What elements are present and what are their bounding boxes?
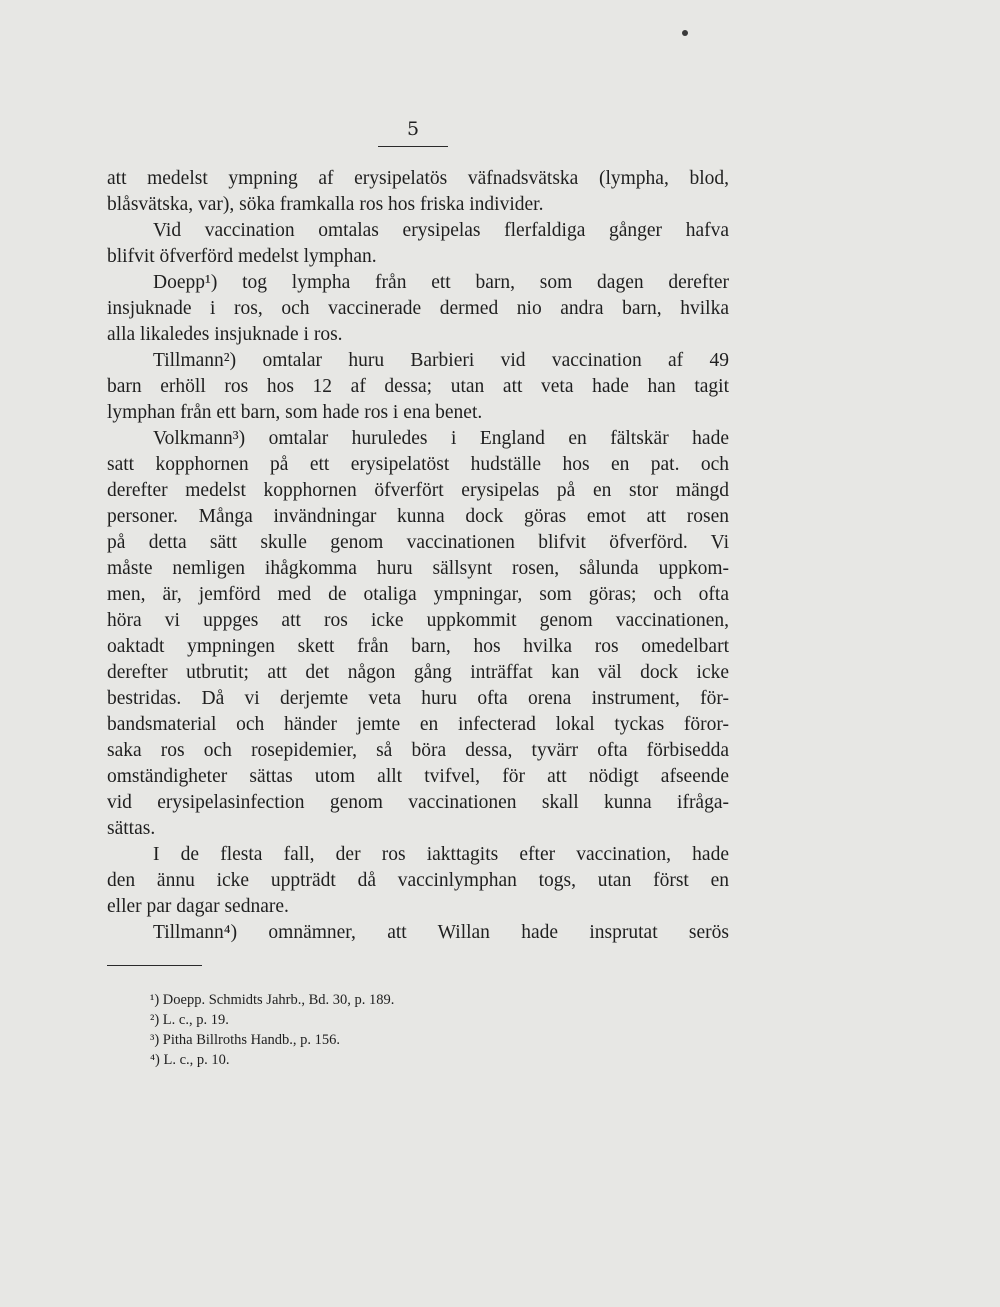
text-line: bestridas. Då vi derjemte veta huru ofta orena instrument, för-: [107, 688, 729, 709]
text-line: bandsmaterial och händer jemte en infecterad lokal tyckas föror-: [107, 714, 729, 735]
text-line: oaktadt ympningen skett från barn, hos hvilka ros omedelbart: [107, 636, 729, 657]
text-line: sättas.: [107, 818, 156, 839]
text-line: personer. Många invändningar kunna dock göras emot att rosen: [107, 506, 729, 527]
text-line: I de flesta fall, der ros iakttagits efter vaccination, hade: [153, 844, 729, 865]
text-line: att medelst ympning af erysipelatös väfnadsvätska (lympha, blod,: [107, 168, 729, 189]
footnote: ⁴) L. c., p. 10.: [150, 1052, 230, 1068]
text-line: insjuknade i ros, och vaccinerade dermed nio andra barn, hvilka: [107, 298, 729, 319]
text-line: barn erhöll ros hos 12 af dessa; utan att veta hade han tagit: [107, 376, 729, 397]
text-line: men, är, jemförd med de otaliga ympningar, som göras; och ofta: [107, 584, 729, 605]
text-line: höra vi uppges att ros icke uppkommit genom vaccinationen,: [107, 610, 729, 631]
text-line: derefter medelst kopphornen öfverfört erysipelas på en stor mängd: [107, 480, 729, 501]
body-text: [107, 166, 729, 946]
footnote: ²) L. c., p. 19.: [150, 1012, 229, 1028]
text-line: vid erysipelasinfection genom vaccinationen skall kunna ifråga-: [107, 792, 729, 813]
text-line: satt kopphornen på ett erysipelatöst hudställe hos en pat. och: [107, 454, 729, 475]
footnote: ³) Pitha Billroths Handb., p. 156.: [150, 1032, 341, 1048]
footnotes: [150, 990, 650, 1070]
text-line: Tillmann⁴) omnämner, att Willan hade insprutat serös: [153, 922, 729, 943]
footnote: ¹) Doepp. Schmidts Jahrb., Bd. 30, p. 189.: [150, 992, 395, 1008]
text-line: på detta sätt skulle genom vaccinationen blifvit öfverförd. Vi: [107, 532, 729, 553]
text-line: blåsvätska, var), söka framkalla ros hos friska individer.: [107, 194, 544, 215]
text-line: eller par dagar sednare.: [107, 896, 289, 917]
text-line: blifvit öfverförd medelst lymphan.: [107, 246, 377, 267]
text-line: Vid vaccination omtalas erysipelas flerfaldiga gånger hafva: [153, 220, 729, 241]
text-line: omständigheter sättas utom allt tvifvel, för att nödigt afseende: [107, 766, 729, 787]
text-line: Tillmann²) omtalar huru Barbieri vid vaccination af 49: [153, 350, 729, 371]
text-line: den ännu icke uppträdt då vaccinlymphan togs, utan först en: [107, 870, 729, 891]
text-line: Volkmann³) omtalar huruledes i England en fältskär hade: [153, 428, 729, 449]
text-line: måste nemligen ihågkomma huru sällsynt rosen, sålunda uppkom-: [107, 558, 729, 579]
paper-speck: [682, 30, 688, 36]
text-line: saka ros och rosepidemier, så böra dessa, tyvärr ofta förbisedda: [107, 740, 729, 761]
page-number: 5: [378, 118, 448, 147]
text-line: Doepp¹) tog lympha från ett barn, som dagen derefter: [153, 272, 729, 293]
footnote-divider: [107, 965, 202, 966]
text-line: derefter utbrutit; att det någon gång inträffat kan väl dock icke: [107, 662, 729, 683]
text-line: alla likaledes insjuknade i ros.: [107, 324, 343, 345]
text-line: lymphan från ett barn, som hade ros i ena benet.: [107, 402, 483, 423]
